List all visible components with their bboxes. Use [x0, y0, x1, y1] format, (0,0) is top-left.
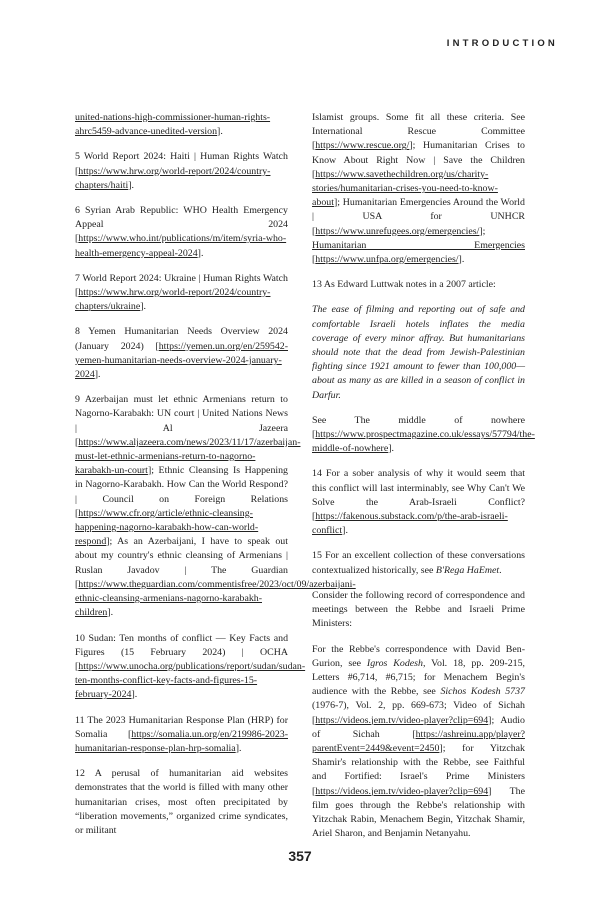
- note-14-link[interactable]: https://fakenous.substack.com/p/the-arab-israeli-conflict: [312, 511, 508, 537]
- note-12-link-rescue[interactable]: https://www.rescue.org/: [315, 140, 410, 152]
- note-6-link[interactable]: https://www.who.int/publications/m/item/syria-who-health-emergency-appeal-2024: [75, 233, 287, 259]
- prospect-magazine-link[interactable]: https://www.prospectmagazine.co.uk/essays/57794/the-middle-of-nowhere: [312, 429, 535, 455]
- note-number: 5: [75, 151, 80, 163]
- audio-sichah-link[interactable]: https://ashreinu.app/player?parentEvent=2449&event=2450: [312, 728, 525, 754]
- note-number: 15: [312, 550, 322, 562]
- faithful-fortified-link[interactable]: https://videos.jem.tv/video-player?clip=694: [315, 785, 489, 797]
- note-14: 14 For a sober analysis of why it would seem that this conflict will last interminably, see Why Can't We Solve the Arab-Israeli Conflict? [https://fakenous.substack.com/p/the-arab-israeli-conflict].: [312, 468, 526, 537]
- note-13: 13 As Edward Luttwak notes in a 2007 article:: [312, 279, 496, 291]
- luttwak-quote: The ease of filming and reporting out of safe and comfortable Israeli hotels inflates the media coverage of every minor affray. But humanitarians should note that the dead from Jewish-Palestinian fighting since 1921 amount to fewer than 100,000—about as many as are killed in a season of conflict in Darfur.: [312, 304, 525, 401]
- note-7-link[interactable]: https://www.hrw.org/world-report/2024/country-chapters/ukraine: [75, 287, 271, 313]
- note-number: 8: [75, 326, 80, 338]
- note-number: 9: [75, 394, 80, 406]
- note-12-link-unrefugees[interactable]: https://www.unrefugees.org/emergencies/: [315, 225, 480, 237]
- note-8: 8 Yemen Humanitarian Needs Overview 2024 (January 2024) [https://yemen.un.org/en/259542-yemen-humanitarian-needs-overview-2024-january-2024].: [75, 326, 288, 381]
- note-5-link[interactable]: https://www.hrw.org/world-report/2024/country-chapters/haiti: [75, 165, 271, 191]
- note-5: 5 World Report 2024: Haiti | Human Rights Watch [https://www.hrw.org/world-report/2024/country-chapters/haiti].: [75, 151, 288, 191]
- note-9-link-cfr[interactable]: https://www.cfr.org/article/ethnic-cleansing-happening-nagorno-karabakh-how-can-world-respond: [75, 507, 259, 548]
- note-number: 6: [75, 205, 80, 217]
- note-8-link[interactable]: https://yemen.un.org/en/259542-yemen-humanitarian-needs-overview-2024-january-2024: [75, 340, 288, 381]
- note-12-link-savethechildren[interactable]: https://www.savethechildren.org/us/charity-stories/humanitarian-crises-you-need-to-know-about: [312, 168, 498, 209]
- note-4-continued: united-nations-high-commissioner-human-rights-ahrc5459-advance-unedited-version].: [75, 112, 271, 138]
- note-10: 10 Sudan: Ten months of conflict — Key Facts and Figures (15 February 2024) | OCHA [https://www.unocha.org/publications/report/sudan/sudan-ten-months-conflict-key-facts-and-figures-15-february-2024].: [75, 632, 306, 701]
- note-12-continued: Islamist groups. Some fit all these criteria. See International Rescue Committee [https://www.rescue.org/]; Humanitarian Crises to Know About Right Now | Save the Children [https://www.savethechildren.org/us/charity-stories/humanitarian-crises-you-need-to-know-about]; Humanitarian Emergencies Around the World | USA for UNHCR [https://www.unrefugees.org/emergencies/]; Humanitarian Emergencies [https://www.unfpa.org/emergencies/].: [312, 112, 525, 266]
- book-title: B'Rega HaEmet: [435, 564, 500, 576]
- note-7: 7 World Report 2024: Ukraine | Human Rights Watch [https://www.hrw.org/world-report/2024/country-chapters/ukraine].: [75, 272, 288, 313]
- note-number: 14: [312, 468, 322, 480]
- running-header: INTRODUCTION: [446, 38, 558, 49]
- note-12-link-unfpa[interactable]: https://www.unfpa.org/emergencies/: [315, 254, 459, 266]
- book-title: Sichos Kodesh 5737: [440, 686, 525, 698]
- rebbe-paragraph: For the Rebbe's correspondence with David Ben-Gurion, see Igros Kodesh, Vol. 18, pp. 209-215, Letters #6,714, #6,715; for Menachem Begin's audience with the Rebbe, see Sichos Kodesh 5737 (1976-7), Vol. 2, pp. 669-673; Video of Sichah [https://videos.jem.tv/video-player?clip=694]; Audio of Sichah [https://ashreinu.app/player?parentEvent=2449&event=2450]; for Yitzchak Shamir's relationship with the Rebbe, see Faithful and Fortified: Israel's Prime Ministers [https://videos.jem.tv/video-player?clip=694] The film goes through the Rebbe's relationship with Yitzchak Rabin, Menachem Begin, Yitzchak Shamir, Ariel Sharon, and Benjamin Netanyahu.: [312, 643, 525, 840]
- note-12-link-humanitarian-emergencies[interactable]: Humanitarian Emergencies: [312, 239, 525, 251]
- note-number: 7: [75, 272, 80, 284]
- note-number: 11: [75, 714, 85, 726]
- note-11-link[interactable]: https://somalia.un.org/en/219986-2023-humanitarian-response-plan-hrp-somalia: [75, 728, 288, 754]
- note-10-link[interactable]: https://www.unocha.org/publications/report/sudan/sudan-ten-months-conflict-key-facts-and-figures-15-february-2024: [75, 660, 306, 701]
- note-9-link-aljazeera[interactable]: https://www.aljazeera.com/news/2023/11/17/azerbaijan-must-let-ethnic-armenians-return-to-nagorno-karabakh-un-court: [75, 436, 301, 477]
- note-number: 10: [75, 632, 85, 644]
- book-title: Igros Kodesh: [366, 657, 423, 669]
- consider-paragraph: Consider the following record of correspondence and meetings between the Rebbe and Israeli Prime Ministers:: [312, 589, 525, 630]
- note-6: 6 Syrian Arab Republic: WHO Health Emergency Appeal 2024 [https://www.who.int/publications/m/item/syria-who-health-emergency-appeal-2024].: [75, 205, 288, 259]
- page-number: 357: [288, 848, 312, 864]
- note-11: 11 The 2023 Humanitarian Response Plan (HRP) for Somalia [https://somalia.un.org/en/219986-2023-humanitarian-response-plan-hrp-somalia].: [75, 714, 288, 754]
- video-sichah-link[interactable]: https://videos.jem.tv/video-player?clip=694: [315, 714, 489, 726]
- note-12: 12 A perusal of humanitarian aid websites demonstrates that the world is filled with many other humanitarian crises, most often precipitated by “liberation movements,” organized crime syndicates, or militant: [75, 768, 288, 836]
- note-number: 12: [75, 768, 85, 780]
- note-15: 15 For an excellent collection of these conversations contextualized historically, see B'Rega HaEmet.: [312, 550, 525, 576]
- note-9: 9 Azerbaijan must let ethnic Armenians return to Nagorno-Karabakh: UN court | United Nations News | Al Jazeera [https://www.aljazeera.com/news/2023/11/17/azerbaijan-must-let-ethnic-armenians-return-to-nagorno-karabakh-un-court]; Ethnic Cleansing Is Happening in Nagorno-Karabakh. How Can the World Respond? | Council on Foreign Relations [https://www.cfr.org/article/ethnic-cleansing-happening-nagorno-karabakh-how-can-world-respond]; As an Azerbaijani, I have to speak out about my country's ethnic cleansing of Armenians | Ruslan Javadov | The Guardian [https://www.theguardian.com/commentisfree/2023/oct/09/azerbaijani-ethnic-cleansing-armenians-nagorno-karabakh-children].: [75, 394, 356, 619]
- note-number: 13: [312, 279, 322, 291]
- note-4-link[interactable]: united-nations-high-commissioner-human-rights-ahrc5459-advance-unedited-version: [75, 112, 271, 138]
- note-9-link-guardian[interactable]: https://www.theguardian.com/commentisfree/2023/oct/09/azerbaijani-ethnic-cleansing-armenians-nagorno-karabakh-children: [75, 578, 356, 619]
- right-column: [312, 111, 535, 852]
- see-middle-of-nowhere: See The middle of nowhere [https://www.prospectmagazine.co.uk/essays/57794/the-middle-of-nowhere].: [312, 414, 535, 455]
